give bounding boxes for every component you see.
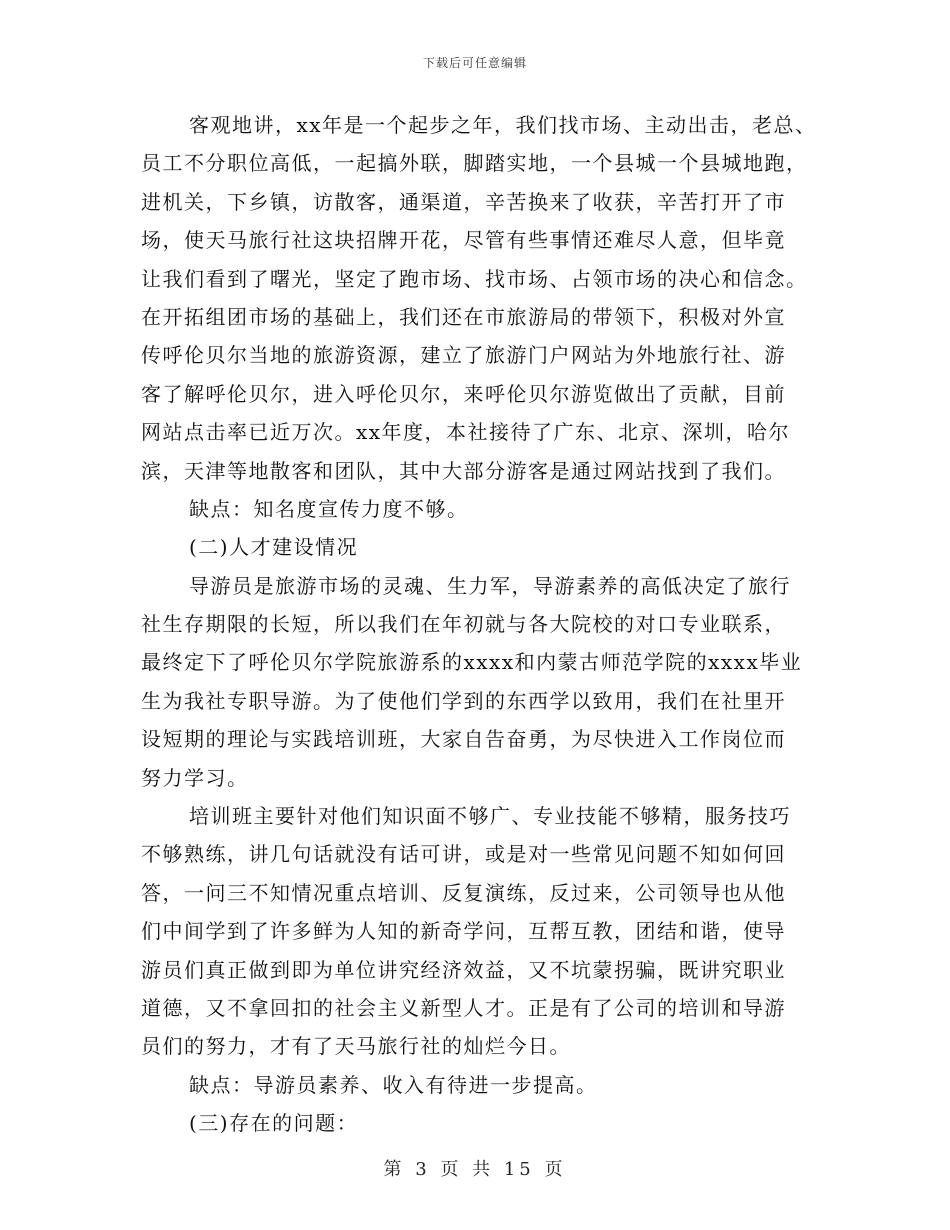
paragraph-line: 答，一问三不知情况重点培训、反复演练，反过来，公司领导也从他 <box>141 880 786 905</box>
paragraph-line: 客了解呼伦贝尔，进入呼伦贝尔，来呼伦贝尔游览做出了贡献，目前 <box>141 381 786 406</box>
shortcoming-line: 缺点：导游员素养、收入有待进一步提高。 <box>189 1072 598 1097</box>
paragraph-line: 培训班主要针对他们知识面不够广、专业技能不够精，服务技巧 <box>189 804 791 829</box>
paragraph-line: 客观地讲，xx年是一个起步之年，我们找市场、主动出击，老总、 <box>189 113 817 137</box>
paragraph-line: 社生存期限的长短，所以我们在年初就与各大院校的对口专业联系， <box>141 612 786 637</box>
paragraph-line: 滨，天津等地散客和团队，其中大部分游客是通过网站找到了我们。 <box>141 458 786 483</box>
paragraph-line: 不够熟练，讲几句话就没有话可讲，或是对一些常见问题不知如何回 <box>141 842 786 867</box>
paragraph-line: 在开拓组团市场的基础上，我们还在市旅游局的带领下，积极对外宣 <box>141 304 786 329</box>
paragraph-line: 道德，又不拿回扣的社会主义新型人才。正是有了公司的培训和导游 <box>141 995 786 1020</box>
paragraph-line: 员们的努力，才有了天马旅行社的灿烂今日。 <box>141 1034 571 1059</box>
section-heading: (二)人才建设情况 <box>189 535 359 560</box>
paragraph-line: 员工不分职位高低，一起搞外联，脚踏实地，一个县城一个县城地跑， <box>141 151 808 176</box>
paragraph-line: 生为我社专职导游。为了使他们学到的东西学以致用，我们在社里开 <box>141 688 786 713</box>
paragraph-line: 们中间学到了许多鲜为人知的新奇学问，互帮互教，团结和谐，使导 <box>141 919 786 944</box>
paragraph-line: 进机关，下乡镇，访散客，通渠道，辛苦换来了收获，辛苦打开了市 <box>141 189 786 214</box>
paragraph-line: 让我们看到了曙光，坚定了跑市场、找市场、占领市场的决心和信念。 <box>141 266 808 291</box>
paragraph-line: 设短期的理论与实践培训班，大家自告奋勇，为尽快进入工作岗位而 <box>141 727 786 752</box>
paragraph-line: 努力学习。 <box>141 765 249 790</box>
paragraph-line: 网站点击率已近万次。xx年度，本社接待了广东、北京、深圳，哈尔 <box>141 420 791 445</box>
document-body <box>141 106 817 1143</box>
section-heading: (三)存在的问题： <box>189 1111 359 1136</box>
shortcoming-line: 缺点：知名度宣传力度不够。 <box>189 496 469 521</box>
paragraph-line: 场，使天马旅行社这块招牌开花，尽管有些事情还难尽人意，但毕竟 <box>141 228 786 253</box>
paragraph-line: 传呼伦贝尔当地的旅游资源，建立了旅游门户网站为外地旅行社、游 <box>141 343 786 368</box>
page-number: 第 3 页 共 15 页 <box>383 1159 567 1180</box>
page-header: 下载后可任意编辑 <box>422 56 527 70</box>
paragraph-line: 导游员是旅游市场的灵魂、生力军，导游素养的高低决定了旅行 <box>189 573 791 598</box>
paragraph-line: 最终定下了呼伦贝尔学院旅游系的xxxx和内蒙古师范学院的xxxx毕业 <box>141 650 803 675</box>
paragraph-line: 游员们真正做到即为单位讲究经济效益，又不坑蒙拐骗，既讲究职业 <box>141 957 786 982</box>
